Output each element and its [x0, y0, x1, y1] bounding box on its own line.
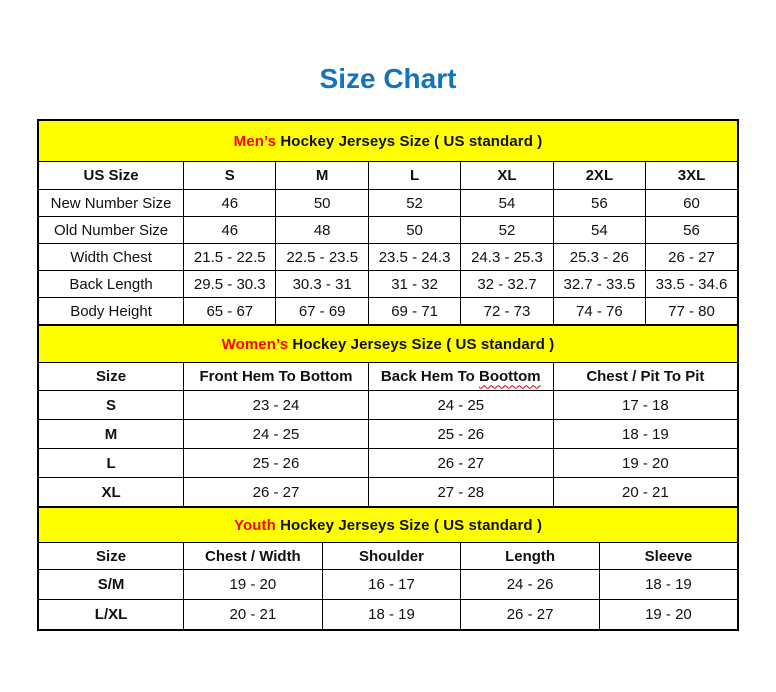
table-cell: 60: [646, 190, 738, 217]
table-cell: 19 - 20: [184, 570, 323, 600]
youth-column-header-row: [38, 543, 738, 570]
table-cell: 30.3 - 31: [276, 271, 368, 298]
table-cell: 32 - 32.7: [461, 271, 553, 298]
row-label: Back Length: [38, 271, 184, 298]
row-label: New Number Size: [38, 190, 184, 217]
table-cell: 21.5 - 22.5: [184, 244, 276, 271]
womens-size-table: [37, 324, 739, 508]
table-cell: 24 - 25: [184, 420, 369, 449]
table-row: [38, 420, 738, 449]
column-header-l: L: [368, 162, 460, 190]
table-row: [38, 449, 738, 478]
column-header-us-size: US Size: [38, 162, 184, 190]
table-cell: 32.7 - 33.5: [553, 271, 645, 298]
row-label: XL: [38, 478, 184, 507]
table-cell: 46: [184, 190, 276, 217]
table-cell: 54: [461, 190, 553, 217]
mens-column-header-row: [38, 162, 738, 190]
womens-column-header-row: [38, 363, 738, 391]
table-cell: 18 - 19: [322, 600, 461, 630]
womens-section-title: [38, 325, 738, 363]
row-label: M: [38, 420, 184, 449]
youth-section-title: [38, 507, 738, 543]
table-row: [38, 190, 738, 217]
table-cell: 24 - 25: [368, 391, 553, 420]
table-cell: 67 - 69: [276, 298, 368, 325]
table-cell: 26 - 27: [368, 449, 553, 478]
table-cell: 23 - 24: [184, 391, 369, 420]
womens-title-accent: Women’s: [221, 335, 289, 353]
mens-section-header-row: [38, 120, 738, 162]
table-cell: 46: [184, 217, 276, 244]
column-header-shoulder: Shoulder: [322, 543, 461, 570]
table-cell: 16 - 17: [322, 570, 461, 600]
size-chart-tables: [37, 119, 739, 631]
table-cell: 50: [368, 217, 460, 244]
column-header-sleeve: Sleeve: [599, 543, 738, 570]
table-row: [38, 271, 738, 298]
womens-section-header-row: [38, 325, 738, 363]
table-cell: 72 - 73: [461, 298, 553, 325]
page-title: Size Chart: [319, 63, 457, 94]
table-cell: 77 - 80: [646, 298, 738, 325]
table-cell: 18 - 19: [553, 420, 738, 449]
row-label: L/XL: [38, 600, 184, 630]
table-cell: 25.3 - 26: [553, 244, 645, 271]
youth-size-table: [37, 506, 739, 631]
table-cell: 65 - 67: [184, 298, 276, 325]
column-header-front-hem-to-bottom: Front Hem To Bottom: [184, 363, 369, 391]
table-cell: 26 - 27: [184, 478, 369, 507]
row-label: S: [38, 391, 184, 420]
table-row: [38, 478, 738, 507]
table-cell: 31 - 32: [368, 271, 460, 298]
table-cell: 25 - 26: [368, 420, 553, 449]
table-cell: 23.5 - 24.3: [368, 244, 460, 271]
table-cell: 48: [276, 217, 368, 244]
mens-title-accent: Men’s: [233, 132, 277, 150]
table-cell: 52: [461, 217, 553, 244]
table-cell: 20 - 21: [553, 478, 738, 507]
table-cell: 56: [646, 217, 738, 244]
table-row: [38, 298, 738, 325]
table-row: [38, 600, 738, 630]
row-label: Old Number Size: [38, 217, 184, 244]
table-cell: 25 - 26: [184, 449, 369, 478]
table-cell: 74 - 76: [553, 298, 645, 325]
column-header-2xl: 2XL: [553, 162, 645, 190]
table-cell: 19 - 20: [553, 449, 738, 478]
column-header-back-hem-to-boottom: [368, 363, 553, 391]
column-header-xl: XL: [461, 162, 553, 190]
table-cell: 56: [553, 190, 645, 217]
row-label: S/M: [38, 570, 184, 600]
column-header-3xl: 3XL: [646, 162, 738, 190]
column-header-m: M: [276, 162, 368, 190]
table-cell: 26 - 27: [646, 244, 738, 271]
table-cell: 20 - 21: [184, 600, 323, 630]
table-cell: 54: [553, 217, 645, 244]
row-label: L: [38, 449, 184, 478]
table-cell: 18 - 19: [599, 570, 738, 600]
mens-title-rest: Hockey Jerseys Size ( US standard ): [276, 132, 543, 150]
table-cell: 24.3 - 25.3: [461, 244, 553, 271]
table-cell: 27 - 28: [368, 478, 553, 507]
spellcheck-underlined-word: Boottom: [479, 368, 541, 386]
table-cell: 24 - 26: [461, 570, 600, 600]
table-row: [38, 217, 738, 244]
table-cell: 22.5 - 23.5: [276, 244, 368, 271]
table-cell: 26 - 27: [461, 600, 600, 630]
column-header-chest-pit-to-pit: Chest / Pit To Pit: [553, 363, 738, 391]
column-header-chest-width: Chest / Width: [184, 543, 323, 570]
row-label: Body Height: [38, 298, 184, 325]
column-header-s: S: [184, 162, 276, 190]
table-cell: 69 - 71: [368, 298, 460, 325]
mens-size-table: [37, 119, 739, 326]
table-row: [38, 244, 738, 271]
column-header-size: Size: [38, 543, 184, 570]
column-header-length: Length: [461, 543, 600, 570]
table-cell: 19 - 20: [599, 600, 738, 630]
table-row: [38, 570, 738, 600]
table-cell: 33.5 - 34.6: [646, 271, 738, 298]
womens-title-rest: Hockey Jerseys Size ( US standard ): [288, 335, 555, 353]
column-header-text: Back Hem To: [380, 368, 479, 386]
table-row: [38, 391, 738, 420]
column-header-size: Size: [38, 363, 184, 391]
mens-section-title: [38, 120, 738, 162]
row-label: Width Chest: [38, 244, 184, 271]
youth-title-rest: Hockey Jerseys Size ( US standard ): [275, 516, 543, 534]
table-cell: 52: [368, 190, 460, 217]
youth-title-accent: Youth: [233, 516, 276, 534]
youth-section-header-row: [38, 507, 738, 543]
table-cell: 17 - 18: [553, 391, 738, 420]
table-cell: 50: [276, 190, 368, 217]
table-cell: 29.5 - 30.3: [184, 271, 276, 298]
